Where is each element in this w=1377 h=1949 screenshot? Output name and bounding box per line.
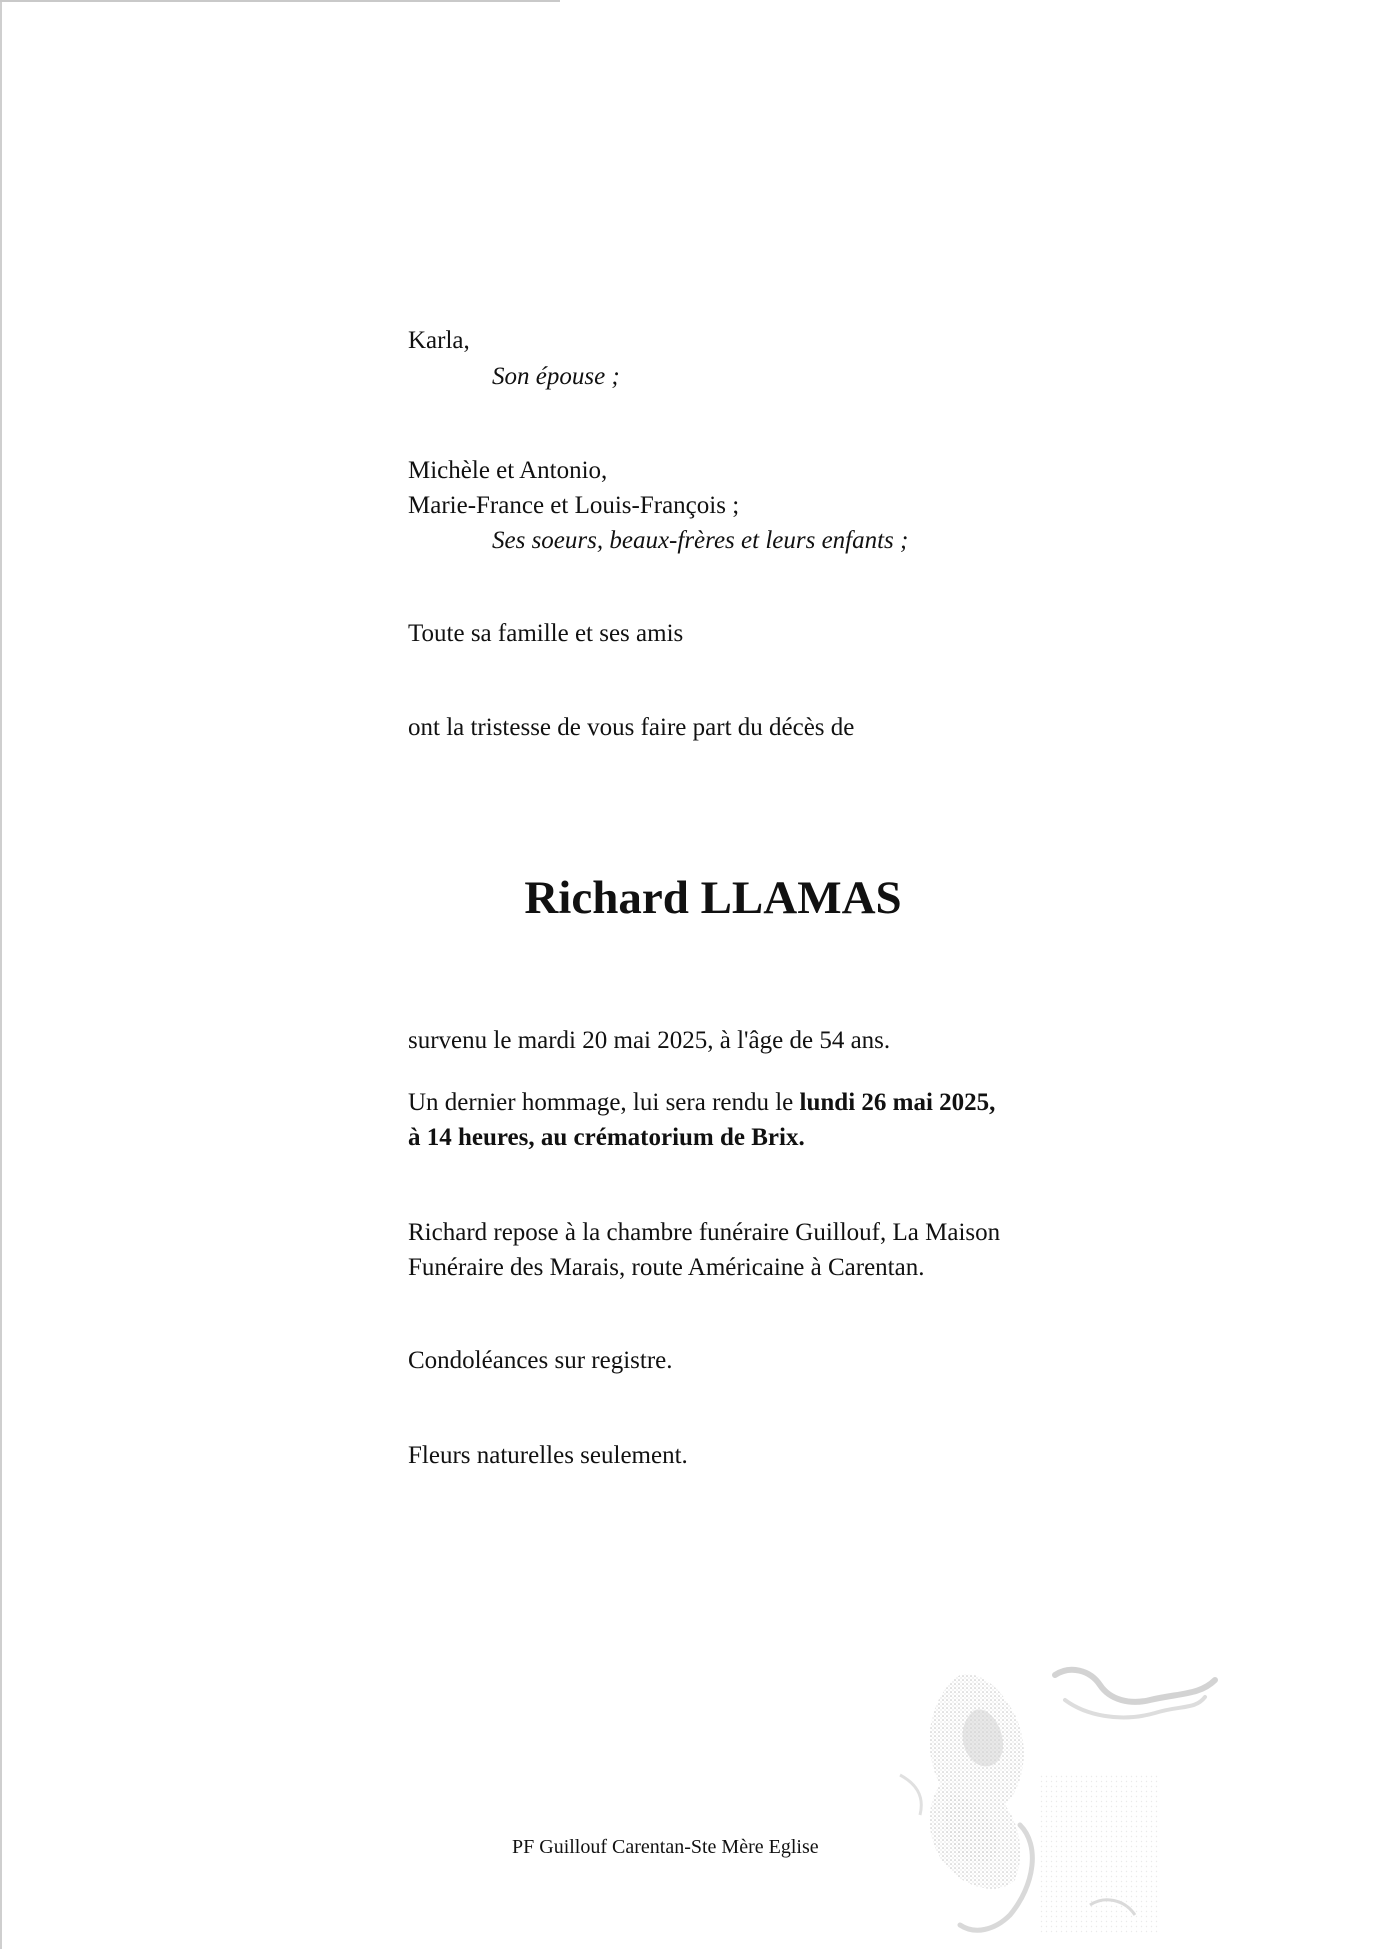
siblings-line-1: Michèle et Antonio, xyxy=(408,457,608,484)
rest-place-line-2: Funéraire des Marais, route Américaine à Carentan. xyxy=(408,1254,925,1281)
footer-funeral-home: PF Guillouf Carentan-Ste Mère Eglise xyxy=(512,1836,819,1858)
flowers-note: Fleurs naturelles seulement. xyxy=(408,1442,688,1469)
scan-edge-left xyxy=(0,0,2,1949)
siblings-line-2: Marie-France et Louis-François ; xyxy=(408,492,740,519)
rest-place-line-1: Richard repose à la chambre funéraire Guillouf, La Maison xyxy=(408,1219,1001,1246)
tribute-date: lundi 26 mai 2025, xyxy=(799,1089,996,1116)
family-and-friends: Toute sa famille et ses amis xyxy=(408,620,684,647)
wife-name: Karla, xyxy=(408,327,470,354)
deceased-name: Richard LLAMAS xyxy=(524,872,902,924)
rose-ornament-icon xyxy=(890,1655,1270,1945)
announcement: ont la tristesse de vous faire part du décès de xyxy=(408,714,855,741)
siblings-relation: Ses soeurs, beaux-frères et leurs enfants ; xyxy=(492,527,909,554)
death-info: survenu le mardi 20 mai 2025, à l'âge de 54 ans. xyxy=(408,1027,891,1054)
scan-edge-top xyxy=(0,0,560,2)
wife-relation: Son épouse ; xyxy=(492,363,620,390)
tribute-line-2: à 14 heures, au crématorium de Brix. xyxy=(408,1124,805,1151)
condolences: Condoléances sur registre. xyxy=(408,1347,673,1374)
tribute-line-1 xyxy=(408,1087,995,1119)
tribute-intro: Un dernier hommage, lui sera rendu le xyxy=(408,1089,800,1116)
